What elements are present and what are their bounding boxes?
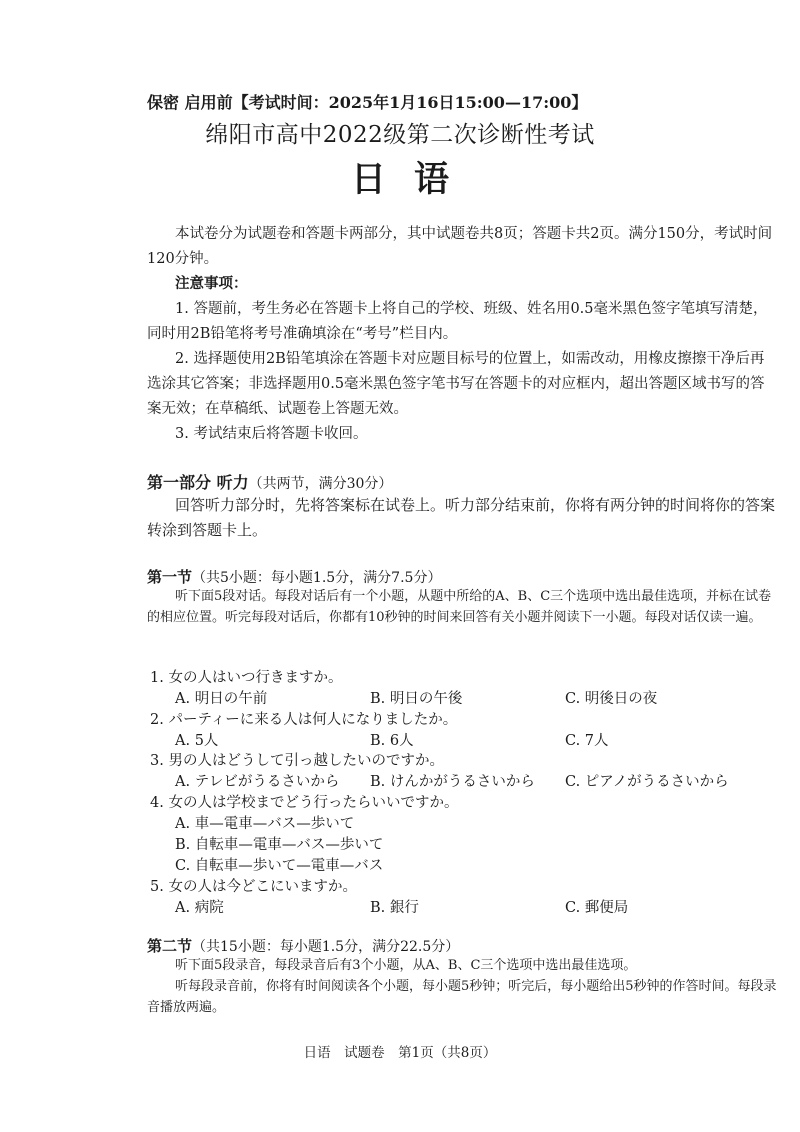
notes-heading: 注意事项： (175, 275, 248, 292)
part1-description: 回答听力部分时，先将答案标在试卷上。听力部分结束前，你将有两分钟的时间将你的答案转涂到答题卡上。 (147, 496, 776, 539)
exam-title: 绵阳市高中2022级第二次诊断性考试 (205, 122, 595, 148)
option-b: B. 明日の午後 (370, 691, 463, 707)
section2-description-2: 听每段录音前，你将有时间阅读各个小题，每小题5秒钟；听完后，每小题给出5秒钟的作答时间。每段录音播放两遍。 (147, 979, 777, 1015)
section1-heading-note: （共5小题：每小题1.5分，满分7.5分） (192, 570, 442, 586)
option-a: A. 明日の午前 (175, 691, 268, 707)
question-4: 4. 女の人は学校までどう行ったらいいですか。 (150, 795, 459, 811)
question-2: 2. パーティーに来る人は何人になりましたか。 (150, 712, 458, 728)
section2-heading-title: 第二节 (147, 937, 193, 955)
option-a: A. 車—電車—バス—歩いて (175, 816, 355, 832)
option-a: A. 5人 (175, 733, 219, 749)
option-b: B. 銀行 (370, 900, 419, 916)
section1-heading-title: 第一节 (147, 568, 193, 586)
part1-heading-note: （共两节，满分30分） (248, 476, 393, 492)
option-b: B. けんかがうるさいから (370, 774, 535, 790)
option-c: C. 明後日の夜 (565, 691, 658, 707)
question-3: 3. 男の人はどうして引っ越したいのですか。 (150, 753, 444, 769)
note-item: 3. 考试结束后将答题卡收回。 (175, 426, 368, 442)
question-1: 1. 女の人はいつ行きますか。 (150, 670, 343, 686)
part1-heading (147, 470, 392, 493)
option-b: B. 6人 (370, 733, 414, 749)
section1-heading (147, 566, 441, 587)
section2-heading-note: （共15小题：每小题1.5分，满分22.5分） (192, 939, 460, 955)
option-a: A. テレビがうるさいから (175, 774, 340, 790)
part1-heading-title: 第一部分 听力 (147, 473, 249, 492)
option-c: C. ピアノがうるさいから (565, 774, 729, 790)
intro-paragraph: 本试卷分为试题卷和答题卡两部分，其中试题卷共8页；答题卡共2页。满分150分，考试时间120分钟。 (147, 226, 773, 267)
section2-description-1: 听下面5段录音，每段录音后有3个小题，从A、B、C三个选项中选出最佳选项。 (175, 958, 637, 973)
option-a: A. 病院 (175, 900, 224, 916)
note-item: 1. 答题前，考生务必在答题卡上将自己的学校、班级、姓名用0.5毫米黑色签字笔填写清楚，同时用2B铅笔将考号准确填涂在“考号”栏目内。 (147, 301, 768, 342)
option-b: B. 自転車—電車—バス—歩いて (175, 837, 384, 853)
page-footer: 日语 试题卷 第1页（共8页） (303, 1045, 497, 1061)
option-c: C. 自転車—歩いて—電車—バス (175, 858, 384, 874)
note-item: 2. 选择题使用2B铅笔填涂在答题卡对应题目标号的位置上，如需改动，用橡皮擦擦干净后再选涂其它答案；非选择题用0.5毫米黑色签字笔书写在答题卡的对应框内，超出答题区域书写的答案无效；在草稿纸、试题卷上答题无效。 (147, 351, 765, 417)
option-c: C. 郵便局 (565, 900, 629, 916)
section1-description: 听下面5段对话。每段对话后有一个小题，从题中所给的A、B、C三个选项中选出最佳选项，并标在试卷的相应位置。听完每段对话后，你都有10秒钟的时间来回答有关小题并阅读下一小题。每段对话仅读一遍。 (147, 589, 772, 625)
option-c: C. 7人 (565, 733, 609, 749)
section2-heading (147, 935, 459, 956)
question-5: 5. 女の人は今どこにいますか。 (150, 879, 357, 895)
confidential-notice: 保密 启用前【考试时间：2025年1月16日15:00—17:00】 (147, 93, 588, 112)
subject-title: 日语 (350, 159, 477, 200)
